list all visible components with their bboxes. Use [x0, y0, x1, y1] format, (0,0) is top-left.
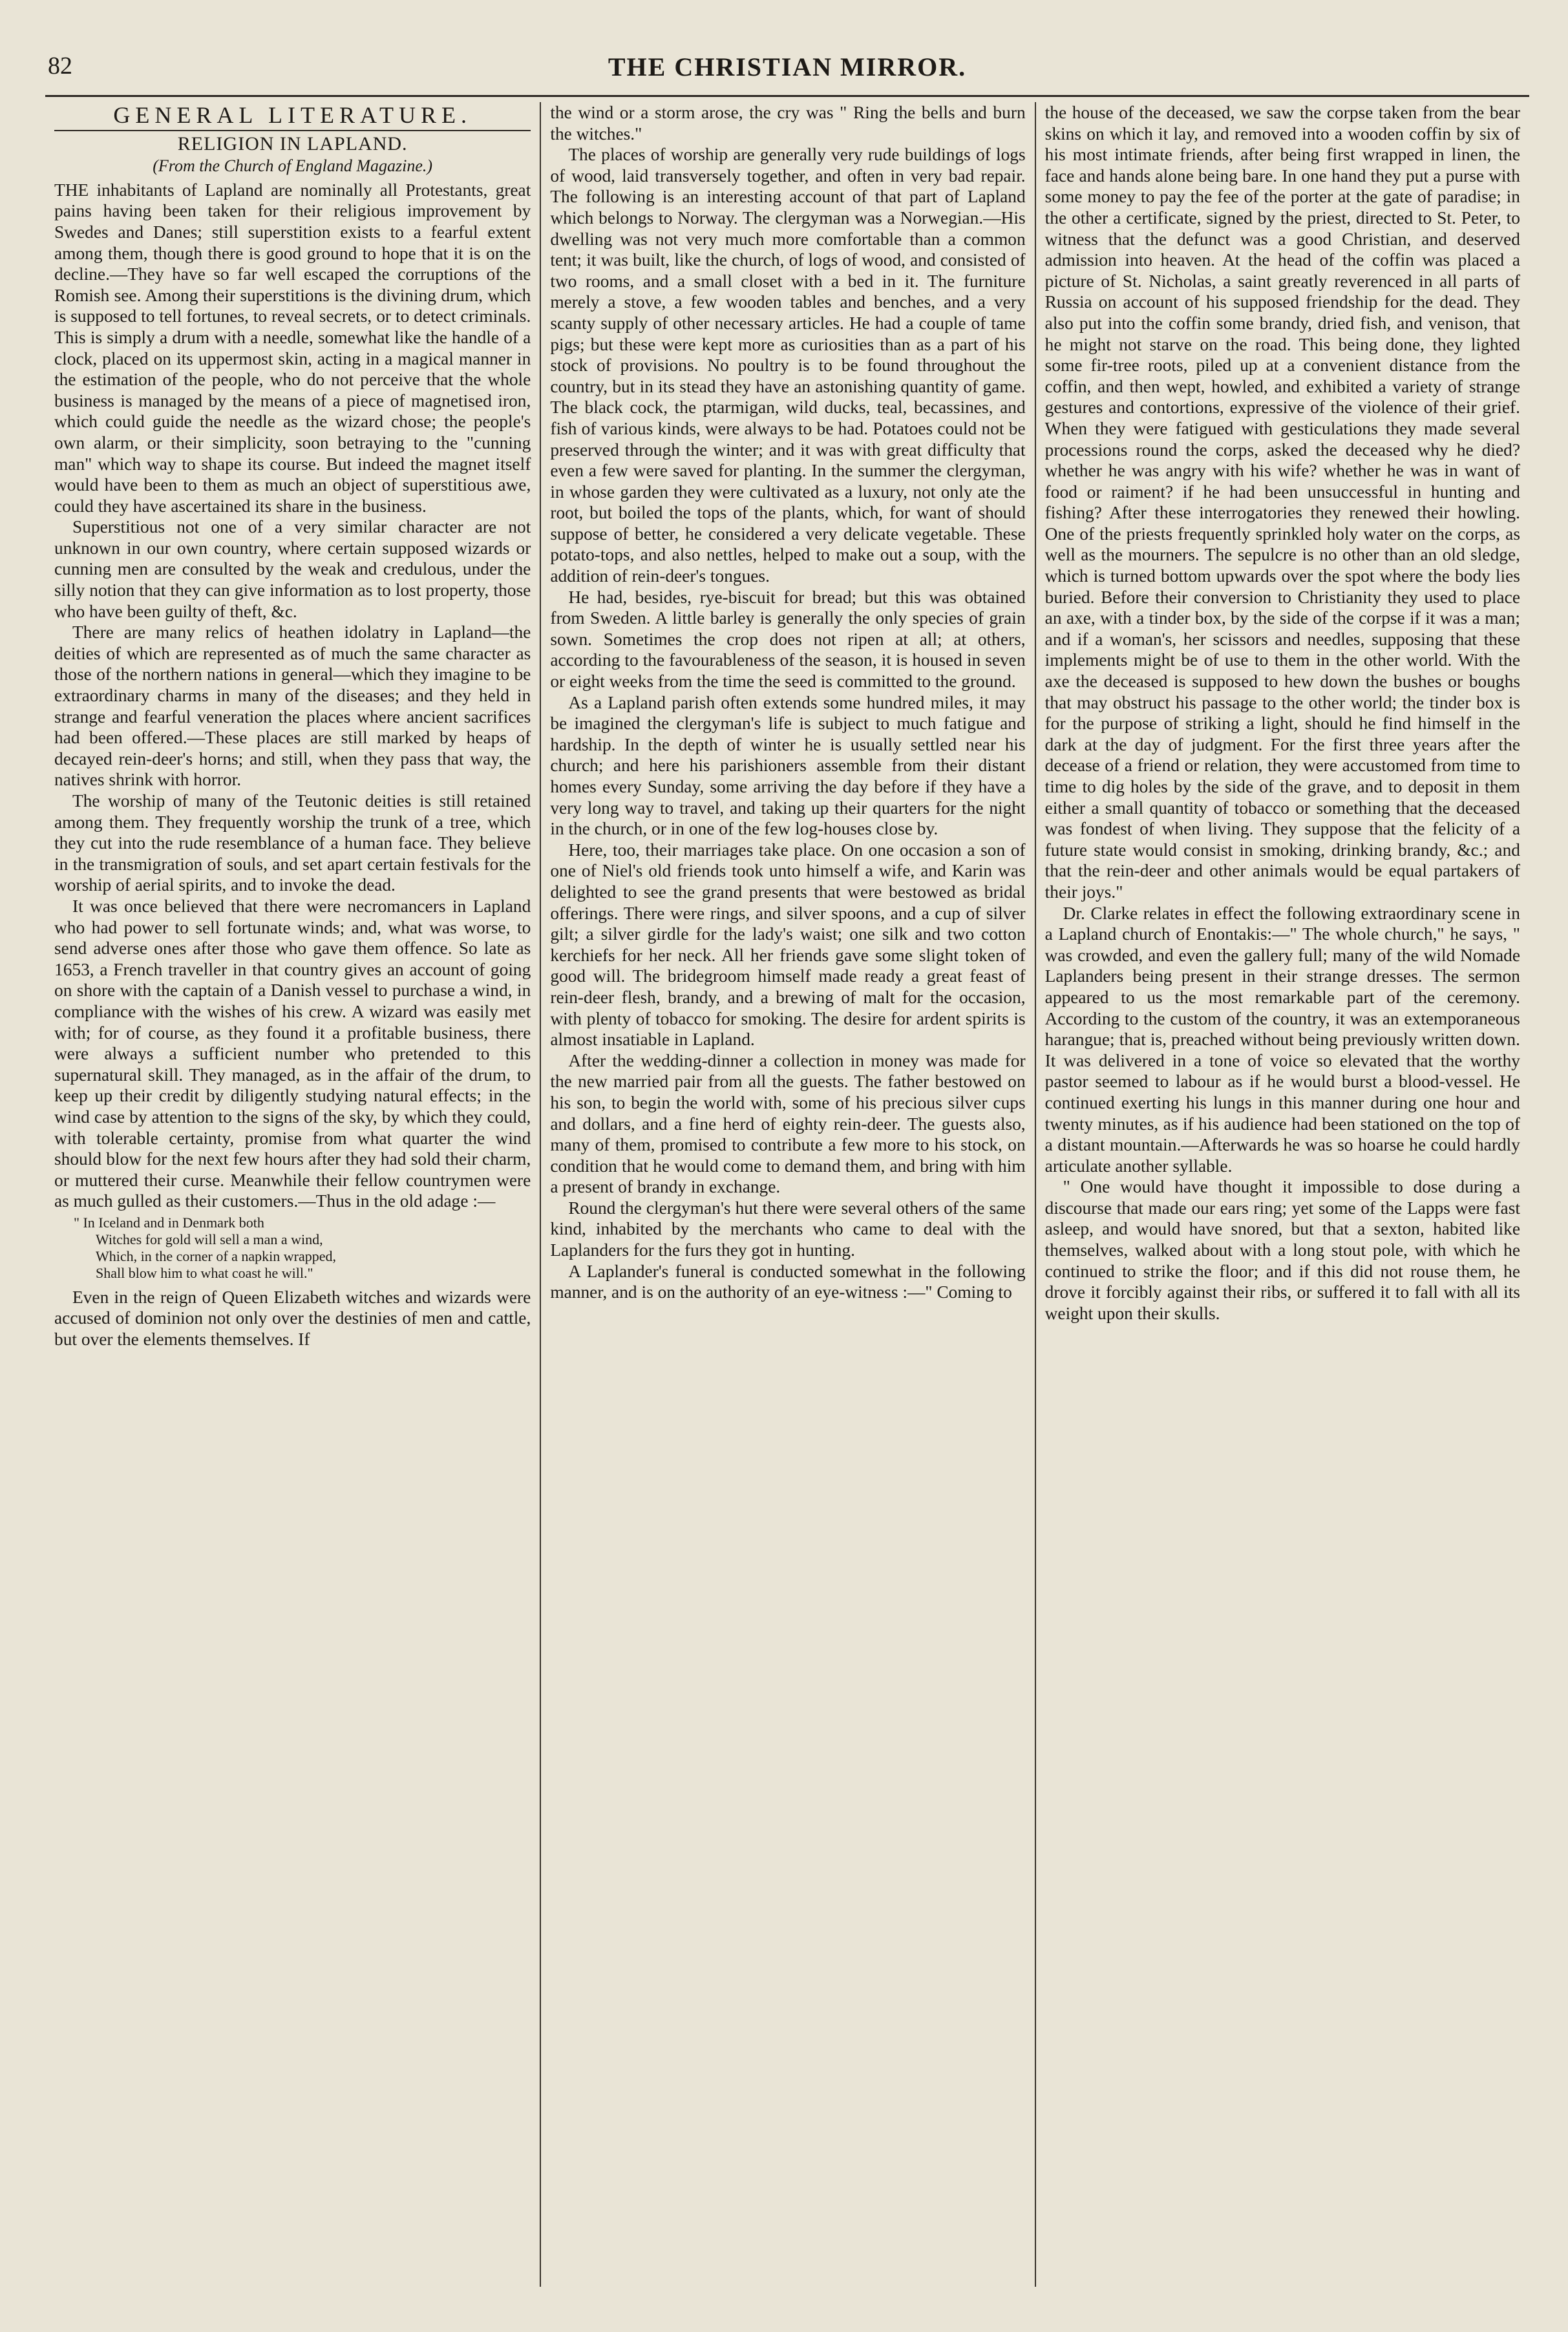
paragraph: the house of the deceased, we saw the corpse taken from the bear skins on which it lay, and removed into a wooden coffin by six of his most intimate friends, after being first wrapped in linen, the face and hands alone being bare. In one hand they put a purse with some money to pay the fee of the porter at the gate of paradise; in the other a certificate, signed by the priest, directed to St. Peter, to witness that the defunct was a good Christian, and deserved admission into heaven. At the head of the coffin was placed a picture of St. Nicholas, a saint greatly reverenced in all parts of Russia on account of his supposed friendship for the dead. They also put into the coffin some brandy, dried fish, and venison, that he might not starve on the road. This being done, they lighted some fir-tree roots, piled up at a convenient distance from the coffin, and then wept, howled, and exhibited a variety of strange gestures and contortions, expressive of the violence of their grief. When they were fatigued with gesticulations they made several processions round the corps, asked the deceased why he died? whether he was angry with his wife? whether he was in want of food or raiment? if he had been unsuccessful in hunting and fishing? After these interrogatories they renewed their howling. One of the priests frequently sprinkled holy water on the corps, as well as the mourners. The sepulcre is no other than an old sledge, which is turned bottom upwards over the spot where the body lies buried. Before their conversion to Christianity they used to place an axe, with a tinder box, by the side of the corpse if it was a man; and if a woman's, her scissors and needles, supposing that these implements might be of use to them in the other world. With the axe the deceased is supposed to hew down the bushes or boughs that may obstruct his passage to the other world; the tinder box is for the purpose of striking a light, should he find himself in the dark at the day of judgment. For the first three years after the decease of a friend or relation, they were accustomed from time to time to dig holes by the side of the grave, and to deposit in them either a small quantity of tobacco or something that the deceased was fondest of when living. They suppose that the felicity of a future state would consist in smoking, drinking brandy, &c.; and that the rein-deer and other animals would be equal partakers of their joys.": [1044, 103, 1520, 902]
paragraph: Here, too, their marriages take place. On one occasion a son of one of Niel's old friends took unto himself a wife, and Karin was delighted to see the grand presents that were bestowed as bridal offerings. There were rings, and silver spoons, and a cup of silver gilt; a silver girdle for the lady's waist; one silk and two cotton kerchiefs for her neck. All her friends gave some slight token of good will. The bridegroom himself made ready a great feast of rein-deer flesh, brandy, and a brewing of malt for the occasion, with plenty of tobacco for smoking. The desire for ardent spirits is almost insatiable in Lapland.: [550, 840, 1026, 1050]
paragraph: He had, besides, rye-biscuit for bread; but this was obtained from Sweden. A little barley is generally the only species of grain sown. Sometimes the crop does not ripen at all; at others, according to the favourableness of the season, it is housed in seven or eight weeks from the time the seed is committed to the ground.: [550, 587, 1026, 692]
paragraph: Even in the reign of Queen Elizabeth witches and wizards were accused of dominion not only over the destinies of men and cattle, but over the elements themselves. If: [54, 1287, 531, 1350]
paragraph: the wind or a storm arose, the cry was " Ring the bells and burn the witches.": [550, 103, 1026, 143]
paragraph: Superstitious not one of a very similar character are not unknown in our own country, where certain supposed wizards or cunning men are consulted by the weak and credulous, under the silly notion that they can give information as to lost property, those who have been guilty of theft, &c.: [54, 517, 531, 621]
paragraph: " One would have thought it impossible to dose during a discourse that made our ears ring; yet some of the Lapps were fast asleep, and would have snored, but that a sexton, habited like themselves, walked about with a long stout pole, with which he continued to strike the floor; and if this did not rouse them, he drove it forcibly against their ribs, or suffered it to fall with all its weight upon their skulls.: [1044, 1177, 1520, 1323]
paragraph: As a Lapland parish often extends some hundred miles, it may be imagined the clergyman's life is subject to much fatigue and hardship. In the depth of winter he is usually settled near his church; and here his parishioners assemble from their distant homes every Sunday, some arriving the day before if they have a very long way to travel, and taking up their quarters for the night in the church, or in one of the few log-houses close by.: [550, 692, 1026, 839]
column-2: [540, 102, 1034, 2287]
verse-line: Which, in the corner of a napkin wrapped,: [96, 1247, 337, 1264]
page-number: 82: [48, 52, 72, 80]
paragraph: It was once believed that there were necromancers in Lapland who had power to sell fortunate winds; and, what was worse, to send adverse ones after those who gave them offence. So late as 1653, a French traveller in that country gives an account of going on shore with the captain of a Danish vessel to purchase a wind, in compliance with the wishes of his crew. A wizard was easily met with; for of course, as they found it a profitable business, there were always a sufficient number who pretended to this supernatural skill. They managed, as in the affair of the drum, to keep up their credit by diligently studying natural effects; in the wind case by attention to the signs of the sky, by which they could, with tolerable certainty, promise from what quarter the wind should blow for the next few hours after they had sold their charm, or muttered their curse. Meanwhile their fellow countrymen were as much gulled as their customers.—Thus in the old adage :—: [54, 896, 531, 1211]
paragraph: THE inhabitants of Lapland are nominally all Protestants, great pains having been taken for their religious improvement by Swedes and Danes; still superstition exists to a fearful extent among them, though there is good ground to hope that it is on the decline.—They have so far well escaped the corruptions of the Romish see. Among their superstitions is the divining drum, which is supposed to tell fortunes, to reveal secrets, or to detect criminals. This is simply a drum with a needle, somewhat like the handle of a clock, placed on its uppermost skin, acting in a magical manner in the estimation of the people, who do not perceive that the whole business is managed by the means of a piece of magnetised iron, which could guide the needle as the wizard chose; the people's own alarm, or their simplicity, soon betraying to the "cunning man" which way to shape its course. But indeed the magnet itself would have been to them as much an object of superstitious awe, could they have ascertained its share in the business.: [54, 180, 531, 516]
verse-line: Shall blow him to what coast he will.": [96, 1264, 313, 1281]
paragraph: After the wedding-dinner a collection in money was made for the new married pair from all the guests. The father bestowed on his son, to begin the world with, some of his precious silver cups and dollars, and a fine herd of eighty rein-deer. The guests also, many of them, promised to contribute a few more to his stock, on condition that he would come to demand them, and bring with him a present of brandy in exchange.: [550, 1050, 1026, 1197]
article-source: (From the Church of England Magazine.): [153, 156, 433, 176]
paragraph: There are many relics of heathen idolatry in Lapland—the deities of which are represented as of much the same character as those of the northern nations in general—which they imagine to be extraordinary charms in many of the diseases; and they held in strange and fearful veneration the places where ancient sacrifices had been offered.—These places are still marked by heaps of decayed rein-deer's horns; and still, when they pass that way, the natives shrink with horror.: [54, 622, 531, 790]
paragraph: A Laplander's funeral is conducted somewhat in the following manner, and is on the authority of an eye-witness :—" Coming to: [550, 1261, 1026, 1302]
paragraph: The worship of many of the Teutonic deities is still retained among them. They frequently worship the trunk of a tree, which they cut into the rude resemblance of a human face. They believe in the transmigration of souls, and set apart certain festivals for the worship of aerial spirits, and to invoke the dead.: [54, 791, 531, 895]
verse-line: " In Iceland and in Denmark both: [74, 1214, 264, 1231]
masthead: [45, 45, 1529, 97]
article-columns: [45, 102, 1529, 2287]
paragraph: The places of worship are generally very rude buildings of logs of wood, laid transversely together, and often in very bad repair. The following is an interesting account of that part of Lapland which belongs to Norway. The clergyman was a Norwegian.—His dwelling was not very much more comfortable than a common tent; it was built, like the church, of logs of wood, and consisted of two rooms, and a small closet with a bed in it. The furniture merely a stove, a few wooden tables and benches, and a very scanty supply of other necessary articles. He had a couple of tame pigs; but these were kept more as curiosities than as a part of his stock of provisions. No poultry is to be found throughout the country, but in its stead they have an astonishing quantity of game. The black cock, the ptarmigan, wild ducks, teal, becassines, and fish of various kinds, were always to be had. Potatoes could not be preserved through the winter; and it was with great difficulty that even a few were saved for planting. In the summer the clergyman, in whose garden they were cultivated as a luxury, not only ate the root, but boiled the tops of the plants, which, for want of should suppose of better, he considered a very delicate vegetable. These potato-tops, and also nettles, helped to make out a soup, with the addition of rein-deer's tongues.: [550, 145, 1026, 586]
verse-line: Witches for gold will sell a man a wind,: [96, 1231, 323, 1247]
section-heading: GENERAL LITERATURE.: [54, 105, 531, 131]
verse-quotation: [74, 1214, 531, 1282]
paragraph: Round the clergyman's hut there were several others of the same kind, inhabited by the merchants who came to deal with the Laplanders for the furs they got in hunting.: [550, 1198, 1026, 1260]
running-head: THE CHRISTIAN MIRROR.: [608, 52, 967, 81]
column-3: [1035, 102, 1529, 2287]
article-title: RELIGION IN LAPLAND.: [177, 132, 408, 154]
paragraph: Dr. Clarke relates in effect the following extraordinary scene in a Lapland church of Enontakis:—" The whole church," he says, " was crowded, and even the gallery full; many of the wild Nomade Laplanders being present in their strange dresses. The sermon appeared to us the most remarkable part of the ceremony. According to the custom of the country, it was an extemporaneous harangue; that is, preached without being previously written down. It was delivered in a tone of voice so elevated that the worthy pastor seemed to labour as if he would burst a blood-vessel. He continued exerting his lungs in this manner during one hour and twenty minutes, as if his audience had been stationed on the top of a distant mountain.—Afterwards he was so hoarse he could hardly articulate another syllable.: [1044, 903, 1520, 1176]
column-1: [45, 102, 540, 2287]
